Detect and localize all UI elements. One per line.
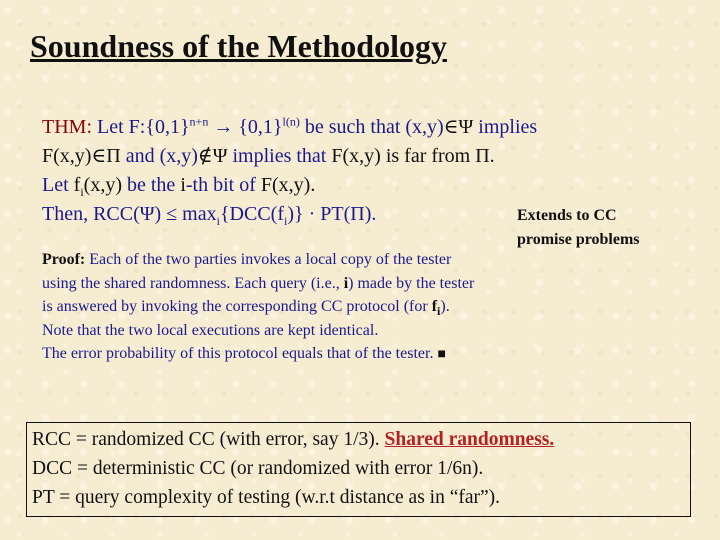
theorem-line-4 — [42, 200, 537, 229]
pair-xy: (x,y) — [83, 174, 122, 196]
proof-text: The error probability of this protocol equals that of the tester. — [42, 345, 438, 362]
theorem-text: be such that — [299, 116, 406, 138]
proof-text: ). — [440, 298, 450, 315]
proof-f-subscript: i — [437, 304, 441, 319]
slide-title: Soundness of the Methodology — [30, 28, 447, 64]
far-from-pi: F(x,y) is far from Π. — [331, 145, 495, 167]
theorem-text: implies that — [227, 145, 332, 167]
rcc-bound: Then, RCC(Ψ) ≤ max — [42, 203, 217, 225]
pair-xy: (x,y) — [405, 116, 444, 138]
extends-note — [517, 204, 640, 252]
f-letter: f — [73, 174, 81, 196]
shared-randomness-highlight: Shared randomness. — [384, 429, 555, 450]
theorem-text: Let — [42, 174, 74, 196]
proof-text: using the shared randomness. Each query (i.e., — [42, 274, 344, 292]
dcc-term: {DCC(f — [219, 203, 284, 225]
proof-line-1 — [42, 248, 474, 272]
f-i — [73, 174, 84, 199]
pair-xy: (x,y) — [159, 145, 198, 167]
range-set: {0,1} — [238, 116, 283, 138]
proof-line-4 — [42, 319, 474, 343]
proof-text: ) made by the tester — [348, 274, 475, 292]
pt-term: )} · PT(Π). — [287, 203, 377, 225]
proof-text: Each of the two parties invokes a local copy of the tester — [85, 251, 452, 268]
theorem-block — [42, 113, 537, 229]
f-xy: F(x,y). — [260, 174, 316, 196]
theorem-text: Let F: — [97, 116, 146, 138]
theorem-text: be the — [122, 174, 181, 196]
theorem-line-3 — [42, 171, 537, 200]
definitions-box — [26, 422, 691, 517]
dcc-subscript: i — [284, 214, 288, 228]
proof-text: Note that the two local executions are kept identical. — [42, 321, 379, 339]
extends-note-line-2: promise problems — [517, 231, 640, 248]
proof-line-2 — [42, 272, 474, 296]
rcc-definition-text: RCC = randomized CC (with error, say 1/3). — [32, 429, 385, 450]
f-in-pi: F(x,y)∈Π — [42, 145, 121, 167]
extends-note-line-1: Extends to CC — [517, 207, 617, 224]
theorem-line-1 — [42, 113, 537, 142]
f-subscript: i — [80, 185, 84, 199]
range-exponent: l(n) — [282, 114, 300, 129]
in-psi: ∈Ψ — [443, 116, 474, 138]
theorem-text: and — [120, 145, 160, 167]
theorem-text: -th bit of — [185, 174, 261, 196]
proof-text: is answered by invoking the corresponding CC protocol (for — [42, 298, 432, 315]
definition-pt: PT = query complexity of testing (w.r.t distance as in “far”). — [32, 487, 501, 508]
definition-dcc: DCC = deterministic CC (or randomized with error 1/6n). — [32, 458, 484, 479]
proof-block — [42, 248, 474, 366]
arrow-symbol: → — [208, 116, 239, 138]
domain-exponent: n+n — [189, 114, 209, 129]
theorem-label: THM: — [42, 116, 92, 138]
max-subscript: i — [216, 214, 220, 228]
definition-rcc — [32, 425, 690, 454]
theorem-line-2 — [42, 142, 537, 171]
index-i: i — [180, 174, 186, 196]
theorem-text: implies — [473, 116, 538, 138]
not-in-psi: ∉Ψ — [197, 145, 228, 167]
proof-line-5 — [42, 342, 474, 366]
proof-f: f — [431, 298, 438, 315]
query-i: i — [343, 274, 349, 292]
domain-set: {0,1} — [145, 116, 190, 138]
proof-line-3 — [42, 295, 474, 319]
proof-label: Proof: — [42, 251, 86, 268]
qed-symbol: ■ — [437, 347, 446, 362]
